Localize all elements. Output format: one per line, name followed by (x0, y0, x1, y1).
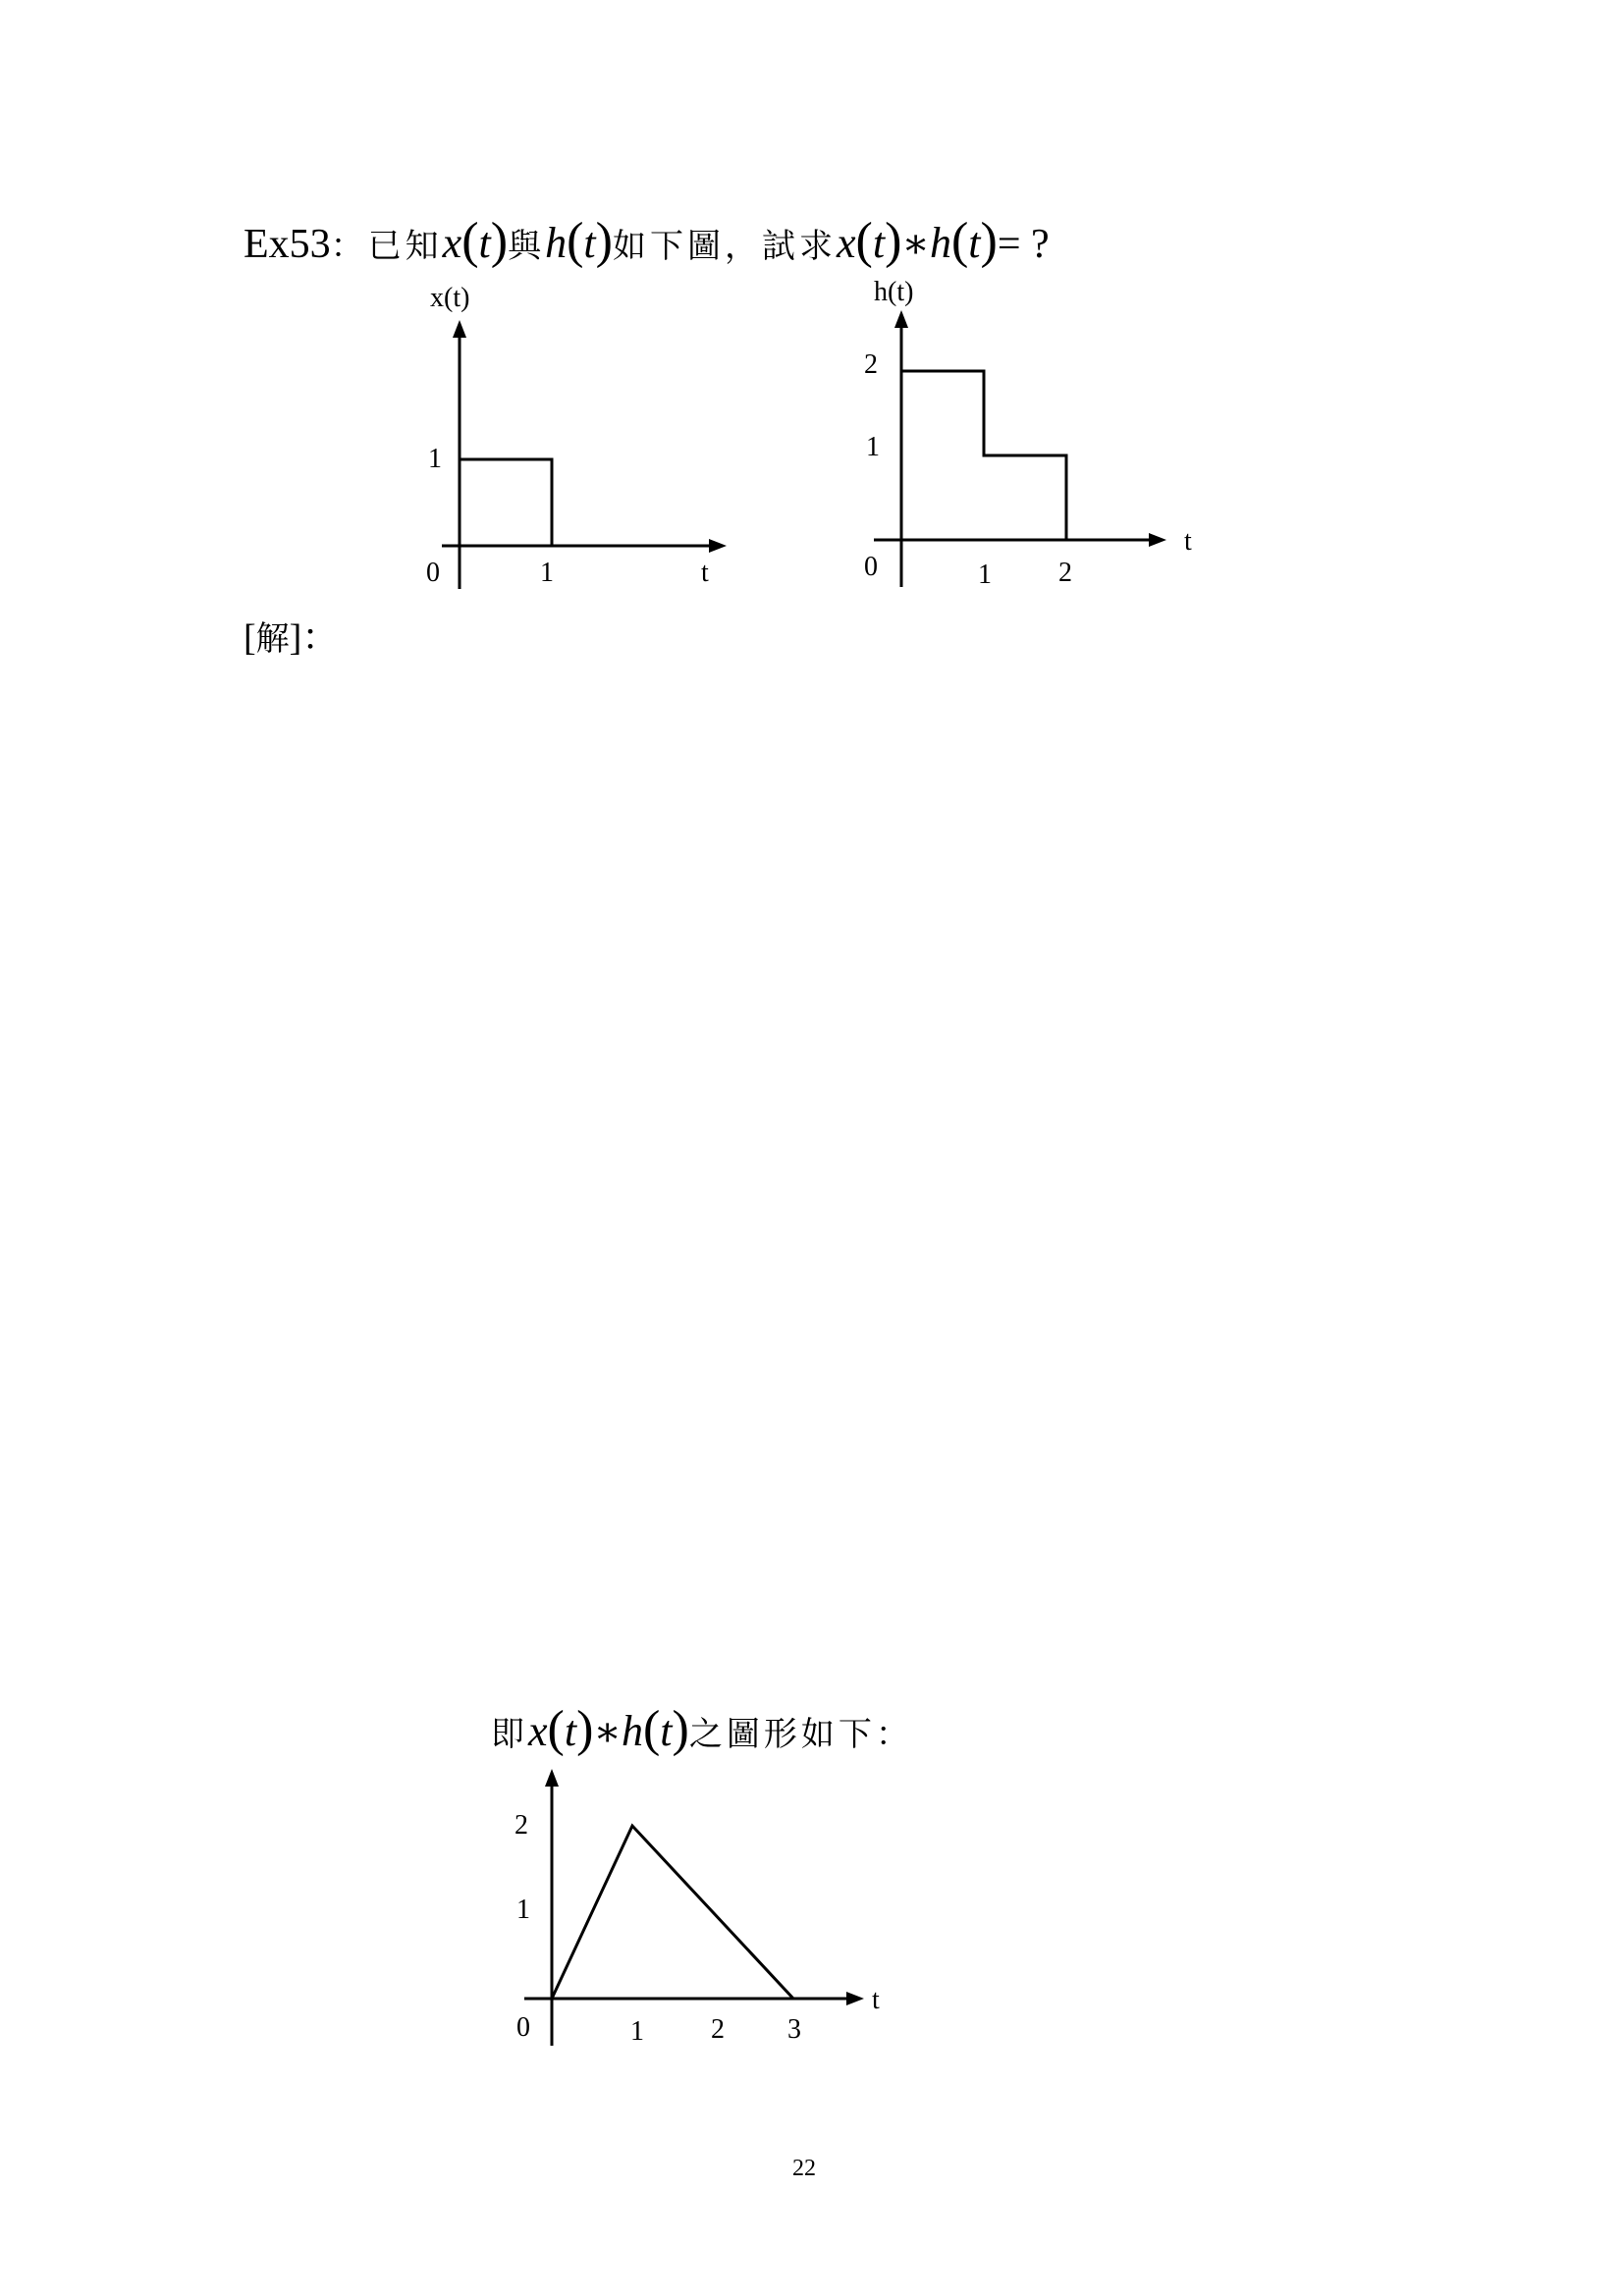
y-axis-label: h(t) (874, 277, 914, 307)
t-symbol: t (583, 219, 596, 267)
x-axis-arrow (846, 1992, 864, 2005)
x-symbol: x (836, 219, 856, 267)
convolution-star: ∗ (901, 222, 930, 267)
x-axis-label: t (872, 1985, 880, 2015)
x-tick-label: 0 (426, 558, 440, 588)
y-axis-arrow (545, 1769, 559, 1787)
problem-text-find: 如下圖，試求 (612, 227, 837, 266)
problem-colon: ： (330, 227, 368, 266)
t-symbol: t (564, 1707, 577, 1755)
h-symbol: h (929, 219, 951, 267)
solution-label: [解]： (244, 617, 340, 659)
problem-label: Ex53 (244, 222, 331, 267)
series-line (460, 459, 552, 546)
x-axis-arrow (709, 539, 727, 553)
y-axis-arrow (453, 320, 466, 338)
problem-text-given: 已知 (367, 227, 443, 266)
page-number: 22 (792, 2156, 816, 2181)
result-text-graph: 之圖形如下： (688, 1715, 913, 1754)
result-caption: 即x(t)∗h(t)之圖形如下： (491, 1701, 913, 1757)
convolution-star: ∗ (593, 1710, 622, 1755)
series-line (552, 1826, 793, 1999)
y-axis-arrow (894, 310, 908, 328)
y-tick-label: 1 (516, 1895, 530, 1925)
x-tick-label: 0 (864, 552, 878, 582)
x-symbol: x (442, 219, 462, 267)
result-text-thus: 即 (491, 1715, 528, 1754)
y-tick-label: 2 (514, 1810, 528, 1841)
y-tick-label: 1 (428, 444, 442, 474)
x-tick-label: 2 (1058, 558, 1072, 588)
x-axis-label: t (701, 558, 709, 588)
x-tick-label: 1 (630, 2016, 644, 2047)
t-symbol: t (872, 219, 886, 267)
x-tick-label: 3 (787, 2014, 801, 2045)
x-axis-label: t (1184, 526, 1192, 557)
h-symbol: h (621, 1707, 643, 1755)
x-tick-label: 2 (711, 2014, 725, 2045)
convolution-result-chart (491, 1757, 923, 2052)
t-symbol: t (478, 219, 491, 267)
t-symbol: t (660, 1707, 673, 1755)
y-axis-label: x(t) (430, 283, 470, 313)
t-symbol: t (968, 219, 981, 267)
y-tick-label: 1 (866, 432, 880, 462)
h-t-chart (844, 265, 1218, 599)
h-symbol: h (545, 219, 568, 267)
x-t-chart (393, 275, 746, 599)
x-tick-label: 0 (516, 2012, 530, 2043)
x-axis-arrow (1149, 533, 1166, 547)
problem-text-and: 與 (508, 227, 546, 266)
y-tick-label: 2 (864, 349, 878, 380)
x-tick-label: 1 (540, 558, 554, 588)
x-tick-label: 1 (978, 560, 992, 590)
series-line (901, 371, 1066, 540)
problem-statement: Ex53：已知x(t)與h(t)如下圖，試求x(t)∗h(t)= ? (244, 213, 1050, 269)
equals-question: = ? (997, 222, 1050, 267)
x-symbol: x (528, 1707, 548, 1755)
